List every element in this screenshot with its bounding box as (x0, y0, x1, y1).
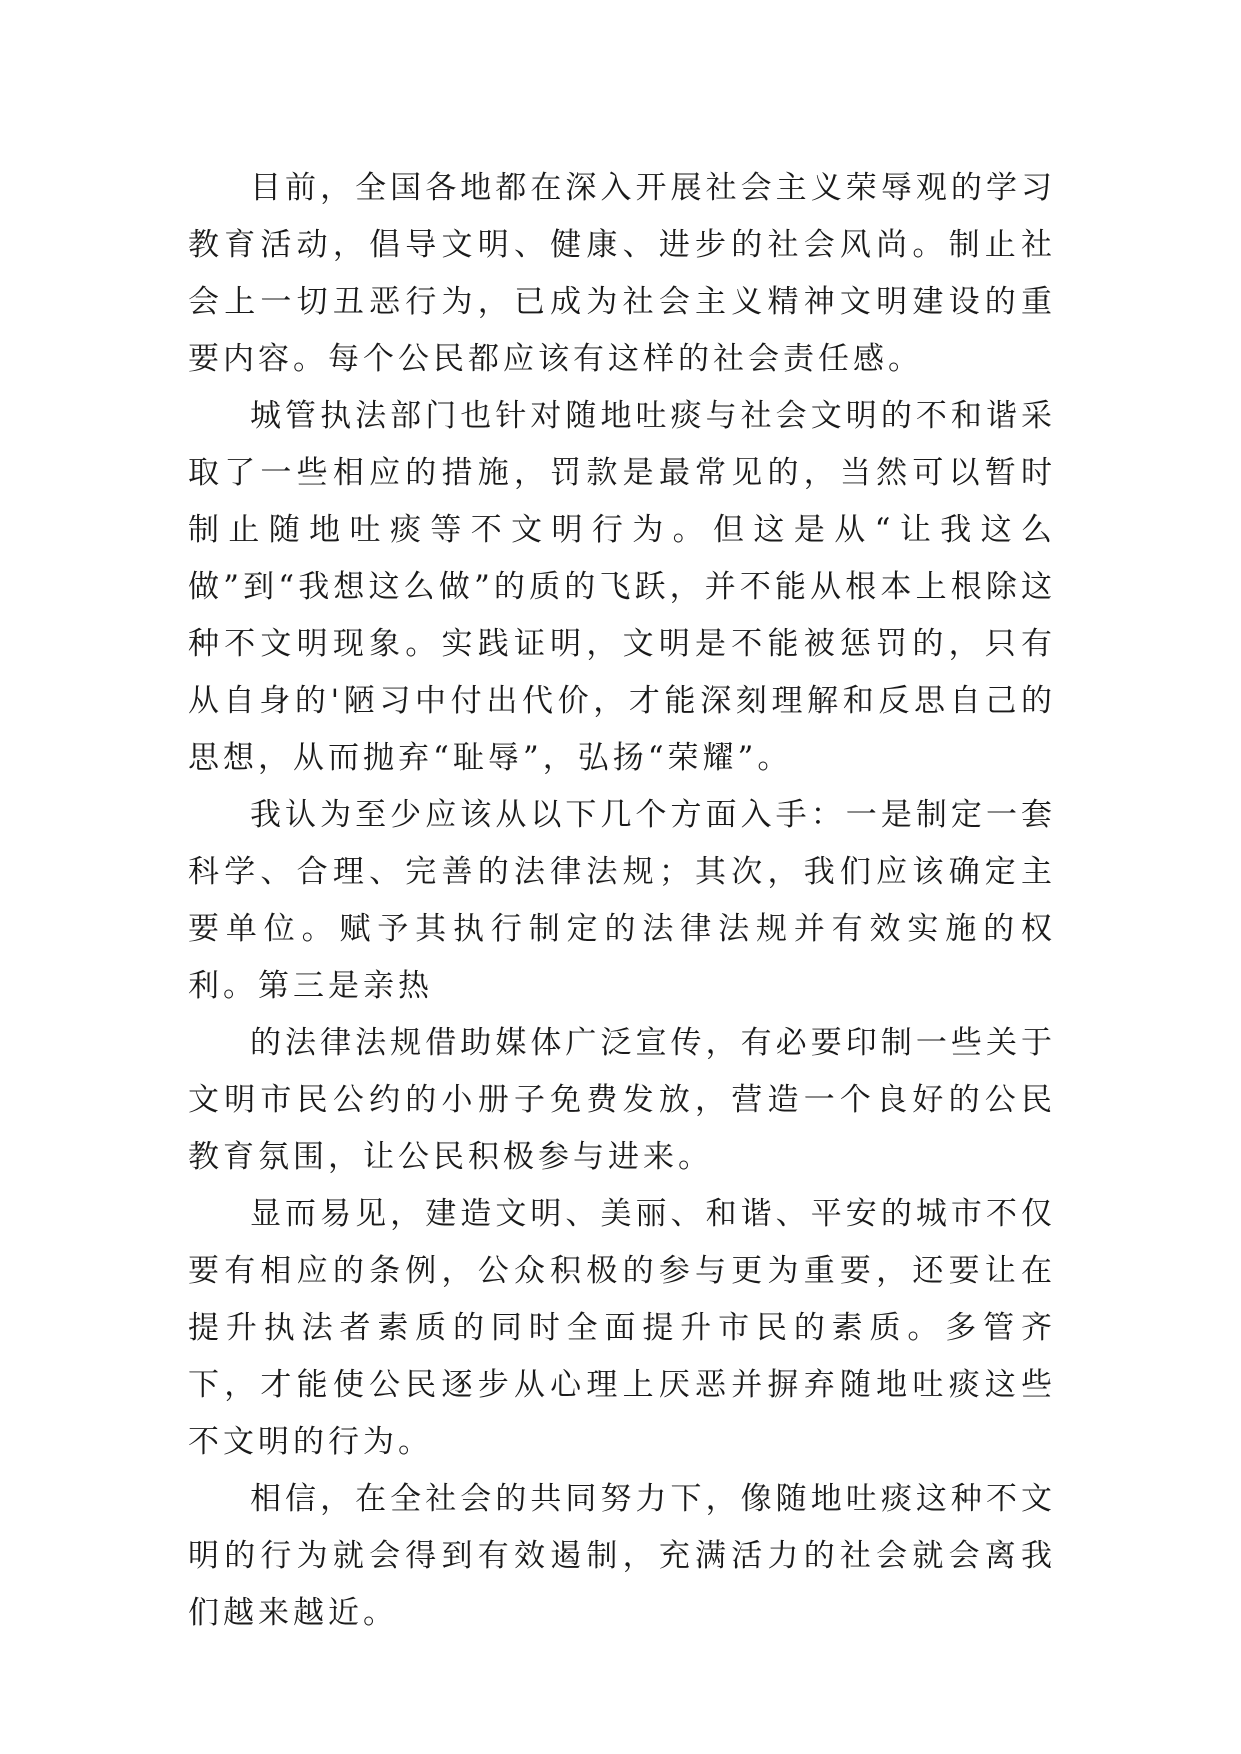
paragraph-3: 我认为至少应该从以下几个方面入手：一是制定一套科学、合理、完善的法律法规；其次，我们应该确定主要单位。赋予其执行制定的法律法规并有效实施的权利。第三是亲热 (188, 797, 1056, 1004)
paragraph-4: 的法律法规借助媒体广泛宣传，有必要印制一些关于文明市民公约的小册子免费发放，营造一个良好的公民教育氛围，让公民积极参与进来。 (188, 1025, 1056, 1175)
paragraph-6: 相信，在全社会的共同努力下，像随地吐痰这种不文明的行为就会得到有效遏制，充满活力的社会就会离我们越来越近。 (188, 1481, 1056, 1631)
paragraph-2: 城管执法部门也针对随地吐痰与社会文明的不和谐采取了一些相应的措施，罚款是最常见的，当然可以暂时制止随地吐痰等不文明行为。但这是从“让我这么做”到“我想这么做”的质的飞跃，并不能从根本上根除这种不文明现象。实践证明，文明是不能被惩罚的，只有从自身的'陋习中付出代价，才能深刻理解和反思自己的思想，从而抛弃“耻辱”，弘扬“荣耀”。 (188, 398, 1056, 776)
document-body (188, 160, 1056, 1642)
paragraph-5: 显而易见，建造文明、美丽、和谐、平安的城市不仅要有相应的条例，公众积极的参与更为重要，还要让在提升执法者素质的同时全面提升市民的素质。多管齐下，才能使公民逐步从心理上厌恶并摒弃随地吐痰这些不文明的行为。 (188, 1196, 1056, 1460)
paragraph-1: 目前，全国各地都在深入开展社会主义荣辱观的学习教育活动，倡导文明、健康、进步的社会风尚。制止社会上一切丑恶行为，已成为社会主义精神文明建设的重要内容。每个公民都应该有这样的社会责任感。 (188, 170, 1056, 377)
